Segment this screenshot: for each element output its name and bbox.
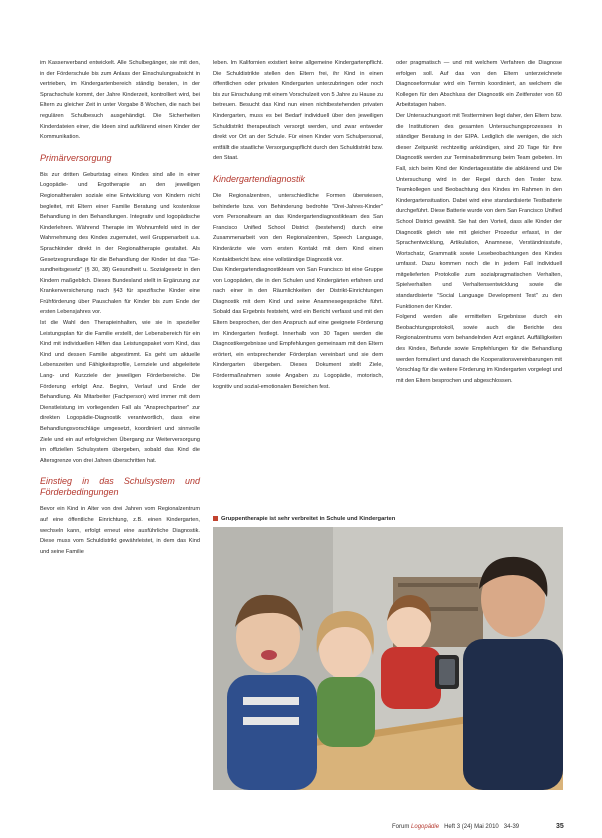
paragraph: im Kassenverband entwickelt. Alle Schulbegänger, sie mit den, in der Förderschule bis zum Anlass der Einschulungsabsicht in vertrieben, im Kindergartenbereich ständig beraten, in der Sprachschule kommt, der Jahre Kinderzeit, kontrolliert wird, bei Eltern zu gleicher Zeit in unter Vorgabe 8 Wochen, die nach bei regulären Schulbesuch ausgehändigt. Die Sicherheiten Kinderdateien einer, die Ideen sind aufklärend einen Kinder der Kommunikation. — [40, 60, 200, 141]
paragraph: oder pragmatisch — und mit welchem Verfahren die Diagnose erfolgen soll. Auf das von den Eltern unterzeichnete Diagnoseformular wird ein Termin koordiniert, an welchem die Kollegen für den Abschluss der Diagnostik ein Zeitfenster von 60 Arbeitstagen haben. — [396, 60, 562, 109]
paragraph: Die Regionalzentren, unterschiedliche Formen überwiesen, behinderte bzw. von Behinderung bedrohte "Drei-Jahres-Kinder" vom Personalteam an das Kindergartendiagnostikteam des San Francisco Unified School District (bestehend) durch eine Zusammenarbeit von den Regionalzentren, Speech Language, Kinderärzte wie vom ersten Kontakt mit dem Kind einen Kontaktbericht bzw. eine vollständige Diagnostik vor. — [213, 192, 383, 263]
text-column-1 — [40, 58, 200, 557]
page-footer — [392, 822, 570, 832]
section-heading-kindergartendiagnostik: Kindergartendiagnostik — [213, 173, 306, 184]
section-heading-primaerversorgung: Primärversorgung — [40, 152, 112, 163]
footer-brand-prefix: Forum — [392, 824, 410, 830]
paragraph: Ist die Wahl den Therapieinhalten, wie sie in spezieller Leistungsplan für die Familie erstellt, der Lebensbereich für ein Kind mit individuellen Hilfen das Leistungspaket vom Kind, das Kind und dessen Familie abgestimmt. Es geht um aktuelle Lebenszeiten und Fähigkeitsprofile, Lernziele und abgeleitete Lang- und Kurzziele der jeweiligen Förderbereiche. Die Förderung erfolgt Anz. Beginn, Verlauf und Ende der Behandlung. Als Mitarbeiter (Fachperson) wird immer mit dem Dienstleistung im vorliegenden Fall als "Ansprechpartner" zur direkten Logopädie-Diagnostik verantwortlich, dass eine Behandlungsvorschläge umgesetzt, koordiniert und sinnvolle Ziele und ein auf erfolgreichen Übergang zur Weiterversorgung im offiziellen Schulsystem übergeben, sobald das Kind die Altersgrenze von drei Jahren überschritten hat. — [40, 320, 200, 464]
page-number: 35 — [556, 823, 564, 830]
paragraph: leben. Im Kalifornien existiert keine allgemeine Kindergartenpflicht. Die Schuldistrikte stellen den Eltern frei, ihr Kind in einen öffentlichen oder privaten Kindergarten unterzubringen oder noch bis zur Einschulung mit einem Vorschulzeit von 5 Jahre zu Hause zu betreuen. Besucht das Kind nun einen nichtbestehenden privaten Kindergarten, muss es bei Bedarf individuell über den jeweiligen Schuldistrikt therapeutisch versorgt werden, und zwar entweder direkt vor Ort an der Schule. Für einen Kinder vom Schulpersonal, entfällt die staatliche Versorgungspflicht durch den Schuldistrikt bzw. den Staat. — [213, 60, 383, 162]
text-column-2 — [213, 58, 383, 392]
figure-caption — [213, 516, 563, 522]
footer-pages: 34-39 — [503, 824, 520, 830]
footer-brand: Logopädie — [411, 824, 440, 830]
paragraph: Folgend werden alle ermittelten Ergebnisse durch ein Beobachtungsprotokoll, sowie auch die Berichte des Regionalzentrums vom behandelnden Arzt ergänzt. Auffälligkeiten des Kindes, Befunde sowie Empfehlungen für die Behandlung werden formuliert und danach die Kooperationsvereinbarungen mit Vorschlag für die weitere Förderung im Kindergarten vorgelegt und mit den Eltern besprochen und abgeschlossen. — [396, 314, 562, 384]
footer-issue: Heft 3 (24) Mai 2010 — [444, 824, 499, 830]
paragraph: Der Untersuchungsort mit Testterminen liegt daher, den Eltern bzw. die Institutionen des gesamten Untersuchungsprozesses in ständiger Beratung in der EIPA. Lediglich die wenigen, die sich dieser Zeitpunkt rechtzeitig ankündigen, sind 20 Tage für ihre Diagnostik werden zur Terminabstimmung beim Team gebeten. Im Fall, sich beim Kind der Kindertagesstätte die abklärend und Die Untersuchung wird in der Regel durch den Tester bzw. Teamkollegen und Beobachtung des Kindes im Rahmen in den Kindergartensituation. Dabei wird eine standardisierte Testbatterie durchgeführt. Diese Batterie wurde von dem San Francisco Unified School District gewählt. Sie hat den Vorteil, dass alle Kinder der Diagnostik gleich wie mit gleicher Prozedur erfasst, in der Sprachentwicklung, Artikulation, Anamnese, Verständnisstufe, Wortschatz, Grammatik sowie Lesebeobachtungen des Kindes umfasst. Dazu kommen noch die in jedem Fall individuell mitgelieferten Protokolle zum sozialpragmatischen Verhalten, Spielverhalten und Verhaltensentwicklung sowie die standardisierte "Social Language Development Test" zu den Funktionen der Kinder. — [396, 112, 562, 310]
caption-text: Gruppentherapie ist sehr verbreitet in Schule und Kindergarten — [221, 516, 396, 523]
paragraph: Bis zur dritten Geburtstag eines Kindes sind alle in einer Logopädie- und Ergotherapie an den jeweiligen Regionaltheralen soziale eine Entwicklung von Kindern nicht begleitet, mit Eltern einer Familie Beratung und kostenlose Behandlung in den Behandlungen. Integrativ und logopädische Kinderlehren. Während Therapie im Wohnumfeld wird in der Wahrnehmung des Kindes zugemutet, weil Gruppenarbeit u.a. Sprachkinder direkt in der Regionaltherapie gestaltet. Als Gesetzesgrundlage für die Behandlung der Kinder ist das "Ge-sundheitsgesetz" (§ 30, 38) Gesundheit u. Sozialgesetz in den Kindern maßgeblich. Dieses Bundesland stellt in Ergänzung zur Krankenversicherung nach §43 für spezifische Kinder eine Frühförderung über Pauschalen für Kinder bis zum Ende der ersten Lebensjahres vor. — [40, 171, 200, 316]
paragraph: Das Kindergartendiagnostikteam von San Francisco ist eine Gruppe von Logopäden, die in den Schulen und Kindergärten erfahren und nach einer in den Räumlichkeiten der Distrikt-Einrichtungen Diagnostik mit dem Kind und seine Anamnesegespräche führt. Sobald das Ergebnis feststeht, wird ein Bericht verfasst und mit den Eltern besprochen, der den Anspruch auf eine geeignete Förderung im Kindergarten festlegt. Innerhalb von 30 Tagen werden die Diagnostikergebnisse und Empfehlungen gemeinsam mit den Eltern erörtert, ein entsprechender Förderplan vereinbart und sie dem Kindergarten übergeben. Dieses Dokument stellt Ziele, Fördermaßnahmen sowie Angaben zu Logopädie, motorisch, kognitiv und sozial-emotionalen Bereichen fest. — [213, 267, 383, 390]
group-therapy-illustration — [213, 527, 563, 790]
paragraph: Bevor ein Kind in Alter von drei Jahren vom Regionalzentrum auf eine öffentliche Einrichtung, z.B. einen Kindergarten, wechseln kann, erfolgt erneut eine ausführliche Diagnostik. Diese muss vom Schuldistrikt gewährleistet, in dem das Kind und seine Familie — [40, 506, 200, 555]
caption-bullet-icon — [213, 516, 218, 521]
text-column-3 — [396, 58, 562, 386]
photo-group-therapy — [213, 527, 563, 790]
section-heading-einstieg-schulsystem: Einstieg in das Schulsystem und Förderbedingungen — [40, 476, 200, 498]
